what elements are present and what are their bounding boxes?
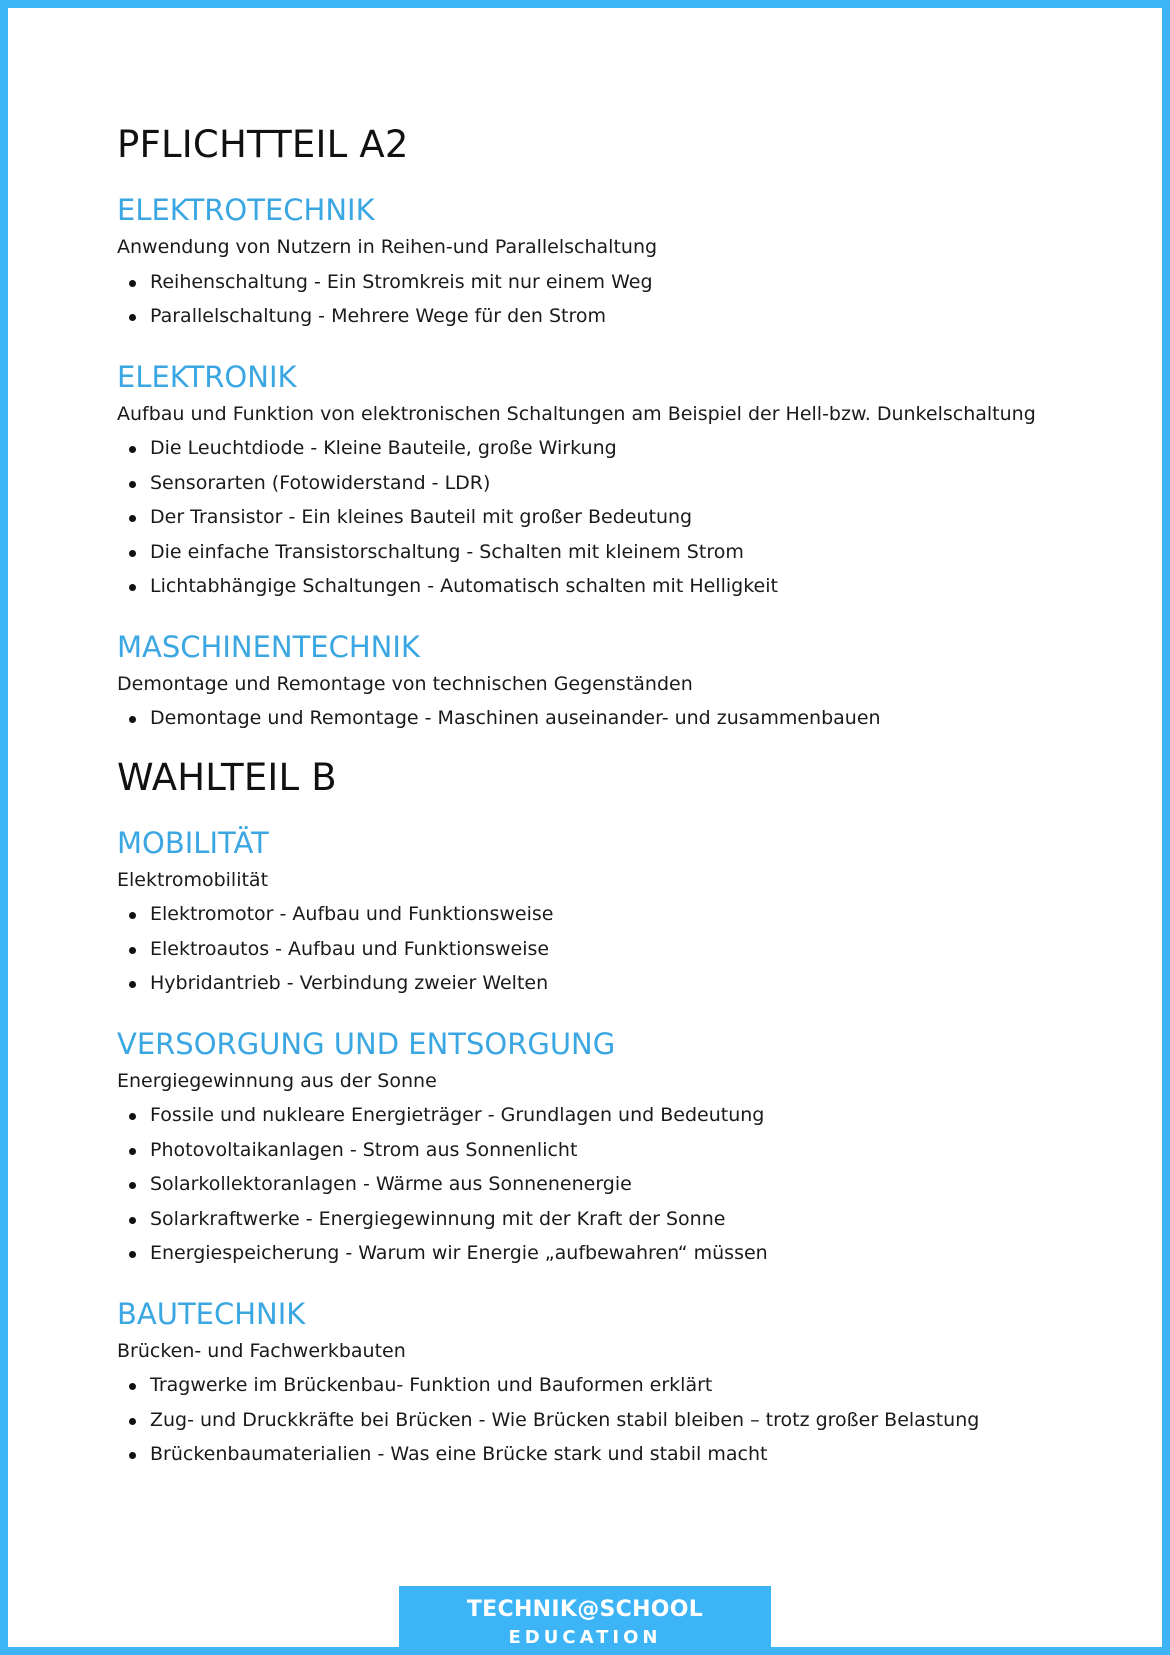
part-title: WAHLTEIL B: [117, 755, 337, 799]
list-item: Fossile und nukleare Energieträger - Grundlagen und Bedeutung: [117, 1098, 1117, 1133]
list-item: Demontage und Remontage - Maschinen auseinander- und zusammenbauen: [117, 701, 1117, 736]
list-item: Solarkollektoranlagen - Wärme aus Sonnenenergie: [117, 1167, 1117, 1202]
list-item: Die Leuchtdiode - Kleine Bauteile, große Wirkung: [117, 431, 1117, 466]
section-title-elektronik: ELEKTRONIK: [117, 359, 297, 394]
footer-subtitle: EDUCATION: [508, 1627, 662, 1648]
list-item: Parallelschaltung - Mehrere Wege für den Strom: [117, 299, 1117, 334]
section-title-elektrotechnik: ELEKTROTECHNIK: [117, 193, 375, 227]
section-intro: Aufbau und Funktion von elektronischen Schaltungen am Beispiel der Hell-bzw. Dunkelschaltung: [117, 402, 1036, 425]
list-item: Tragwerke im Brückenbau- Funktion und Bauformen erklärt: [117, 1368, 1117, 1403]
topic-list: [117, 431, 1117, 604]
document-page: [8, 8, 1162, 1647]
list-item: Energiespeicherung - Warum wir Energie „aufbewahren“ müssen: [117, 1236, 1117, 1271]
footer-logo: [399, 1586, 771, 1655]
section-title-bautechnik: BAUTECHNIK: [117, 1296, 306, 1331]
list-item: Reihenschaltung - Ein Stromkreis mit nur einem Weg: [117, 265, 1117, 300]
list-item: Elektromotor - Aufbau und Funktionsweise: [117, 897, 1117, 932]
list-item: Sensorarten (Fotowiderstand - LDR): [117, 466, 1117, 501]
part-title: PFLICHTTEIL A2: [117, 123, 409, 166]
section-intro: Demontage und Remontage von technischen Gegenständen: [117, 672, 693, 695]
topic-list: [117, 701, 1117, 736]
list-item: Solarkraftwerke - Energiegewinnung mit der Kraft der Sonne: [117, 1202, 1117, 1237]
topic-list: [117, 1368, 1117, 1472]
section-title-mobilitaet: MOBILITÄT: [117, 825, 269, 860]
list-item: Die einfache Transistorschaltung - Schalten mit kleinem Strom: [117, 535, 1117, 570]
topic-list: [117, 897, 1117, 1001]
list-item: Photovoltaikanlagen - Strom aus Sonnenlicht: [117, 1133, 1117, 1168]
topic-list: [117, 1098, 1117, 1271]
list-item: Lichtabhängige Schaltungen - Automatisch schalten mit Helligkeit: [117, 569, 1117, 604]
section-intro: Energiegewinnung aus der Sonne: [117, 1069, 437, 1092]
section-intro: Brücken- und Fachwerkbauten: [117, 1339, 406, 1362]
section-title-maschinentechnik: MASCHINENTECHNIK: [117, 629, 420, 664]
list-item: Der Transistor - Ein kleines Bauteil mit großer Bedeutung: [117, 500, 1117, 535]
section-intro: Anwendung von Nutzern in Reihen-und Parallelschaltung: [117, 236, 658, 258]
list-item: Zug- und Druckkräfte bei Brücken - Wie Brücken stabil bleiben – trotz großer Belastung: [117, 1403, 1117, 1438]
document-content: [117, 120, 1117, 1472]
list-item: Elektroautos - Aufbau und Funktionsweise: [117, 932, 1117, 967]
list-item: Hybridantrieb - Verbindung zweier Welten: [117, 966, 1117, 1001]
topic-list: [117, 265, 1117, 334]
section-intro: Elektromobilität: [117, 868, 269, 891]
list-item: Brückenbaumaterialien - Was eine Brücke stark und stabil macht: [117, 1437, 1117, 1472]
footer-brand: TECHNIK@SCHOOL: [466, 1597, 704, 1622]
section-title-versorgung: VERSORGUNG UND ENTSORGUNG: [117, 1026, 616, 1061]
